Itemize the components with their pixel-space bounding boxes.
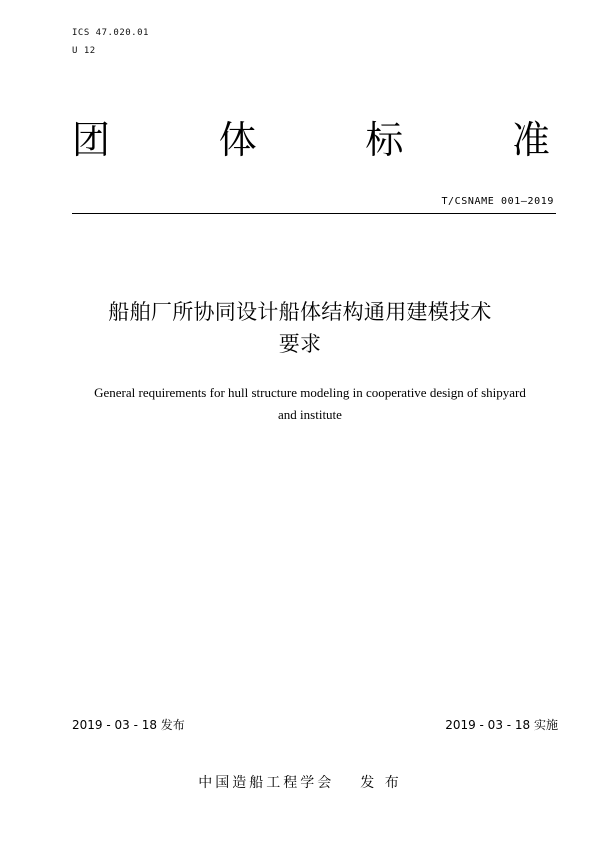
standard-type-char: 准 xyxy=(511,118,550,162)
standard-type-char: 标 xyxy=(365,118,404,162)
publisher-name: 中国造船工程学会 xyxy=(198,775,335,791)
implementation-date: 2019 - 03 - 18 实施 xyxy=(445,718,558,732)
standard-type-char: 团 xyxy=(72,118,111,162)
english-title xyxy=(40,382,580,426)
publisher-line xyxy=(0,772,600,792)
header-divider xyxy=(72,213,556,214)
chinese-title-line-2: 要求 xyxy=(278,332,322,356)
ics-code: ICS 47.020.01 xyxy=(72,28,149,38)
chinese-title xyxy=(40,296,560,360)
english-title-line-2: and institute xyxy=(278,407,342,422)
ccs-code: U 12 xyxy=(72,46,96,56)
publish-action: 发 布 xyxy=(360,775,402,791)
standard-number: T/CSNAME 001—2019 xyxy=(441,196,554,207)
standard-type-heading xyxy=(72,116,550,164)
issue-date: 2019 - 03 - 18 发布 xyxy=(72,718,185,732)
chinese-title-line-1: 船舶厂所协同设计船体结构通用建模技术 xyxy=(108,300,492,324)
standard-type-char: 体 xyxy=(218,118,257,162)
english-title-line-1: General requirements for hull structure modeling in cooperative design of shipyard xyxy=(94,385,526,400)
